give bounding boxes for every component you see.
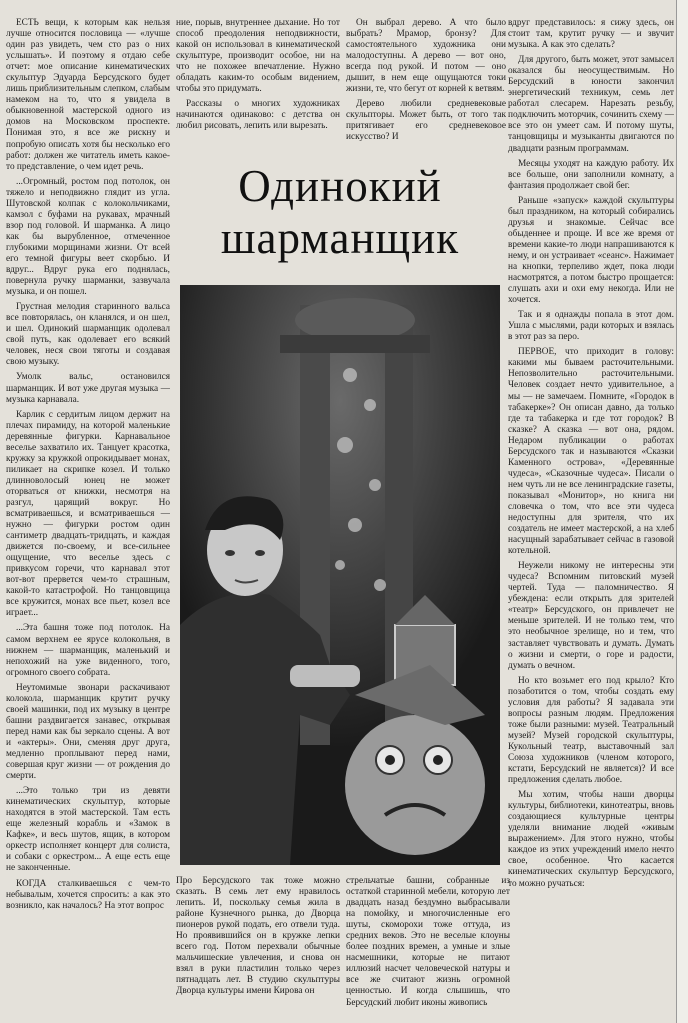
carved-face (345, 715, 485, 855)
article-column-4 (508, 18, 674, 1020)
article-headline (190, 160, 490, 264)
paragraph: КОГДА сталкиваешься с чем-то небывалым, хочется спросить: а как это возникло, как началось? На этот вопрос (6, 878, 170, 911)
paragraph: Для другого, быть может, этот замысел оказался бы неосуществимым. Но Берсудский в юности закончил энергетический техникум, семь лет работал слесарем. Нарезать резьбу, подключить моторчик, сочинить схему — все это он умеет сам. И потому шуты, танцовщицы и музыканты двигаются по двадцати разным программам. (508, 55, 674, 154)
headline-line-2: шарманщик (220, 213, 460, 263)
paragraph: стрельчатые башни, собранные из остаткой старинной мебели, которую лет двадцать назад бездумно выбрасывали на помойку, и многочисленные его шуты, скоморохи тоже оттуда, из средних веков. Это не веселые клоуны более поздних времен, а умные и злые насмешники, которые не питают иллюзий насчет человеческой натуры и все же считают жизнь огромной ценностью. И когда слышишь, что Берсудский любит иконы живопись (346, 876, 510, 1008)
paragraph: Рассказы о многих художниках начинаются одинаково: с детства он любил рисовать, лепить или вырезать. (176, 99, 340, 132)
paragraph: Мы хотим, чтобы наши дворцы культуры, библиотеки, кинотеатры, вновь создающиеся культурные центры уделяли внимание людей «живым выражением». Для этого нужно, чтобы каждое из этих учреждений имело нечто свое, особенное. Что касается кинематических скульптур Берсудского, то можно ручаться: (508, 790, 674, 889)
paragraph: Месяцы уходят на каждую работу. Их все больше, они заполнили комнату, а фантазия продолжает свой бег. (508, 158, 674, 191)
adjacent-page-edge (676, 0, 688, 1023)
paragraph: Он выбрал дерево. А что было выбрать? Мрамор, бронзу? Для самостоятельного художника они малодоступны. А дерево — вот оно, всегда под рукой. И потом — оно дышит, в нем еще ощущаются токи жизни, те, что бегут от корней к ветвям. (346, 18, 506, 95)
paragraph: Так и я однажды попала в этот дом. Ушла с мыслями, ради которых и взялась в этот раз за перо. (508, 310, 674, 343)
paragraph: ПЕРВОЕ, что приходит в голову: какими мы бываем расточительными. Непозволительно расточительными. Человек создает нечто удивительное, а мы — не замечаем. Помните, «Городок в табакерке»? Он описан давно, да только где та табакерка и где тот городок? В сказке? А сказка — вот она, рядом. Недаром публикации о работах Берсудского так и называются «Сказки Каменного острова», «Деревянные чудеса», «Сказочные чудеса». Писали о нем чуть ли не все ленинградские газеты, показывал «Монитор», но книга ни словечка о том, что все эти чудеса недоступны для зрителя, что их создатель не имеет мастерской, а на хлеб насущный зарабатывает сейчас в газовой котельной. (508, 347, 674, 557)
paragraph: ...Эта башня тоже под потолок. На самом верхнем ее ярусе колокольня, в нижнем — шарманщик, маленький и непохожий на уже виденного, того, огромного своего собрата. (6, 623, 170, 678)
headline-line-1: Одинокий (238, 161, 442, 211)
article-photo (180, 285, 500, 865)
article-column-3-bottom (346, 876, 510, 1020)
paragraph: Но кто возьмет его под крыло? Кто позаботится о том, чтобы создать ему условия для работы? Я задавала эти вопросы разным людям. Предложения тоже были разными: музей. Театральный музей? Музей городской скульптуры, Кукольный театр, выставочный зал Союза художников (членом которого, кстати, Берсудский не является)? И все предложения сделать любое. (508, 675, 674, 786)
paragraph: Грустная мелодия старинного вальса все повторялась, он кланялся, и он шел, и шел. Одинокий шарманщик одолевал свой путь, как одолевает его всякий человек, неся свои тяготы и создавая свою музыку. (6, 302, 170, 368)
paragraph: ...Это только три из девяти кинематических скульптур, которые находятся в этой мастерской. Там есть еще железный корабль и «Замок в Кафке», и весь шутов, ящик, в котором оркестр исполняет концерт для солиста, и собаки с оркестром... А еще есть еще не законченные. (6, 786, 170, 874)
paragraph: Про Берсудского так тоже можно сказать. В семь лет ему нравилось лепить. И, поскольку семья жила в районе Кузнечного рынка, до Дворца пионеров рукой подать, его отвели туда. Но проявившийся он в кружке лепки всего год. Потом перехвали обычные мальчишеские увлечения, и снова он взял в руки пластилин только через пятнадцать лет. В студию скульптуры Дворца культуры имени Кирова он (176, 876, 340, 997)
paragraph: вдруг представилось: я сижу здесь, он стоит там, крутит ручку — и звучит музыка. А как это сделать? (508, 18, 674, 51)
paragraph: ние, порыв, внутреннее дыхание. Но тот способ преодоления неподвижности, какой он использовал в кинематической скульптуре, производит особое, ни на что не похожее впечатление. Нужно обладать каким-то особым видением, чтобы это придумать. (176, 18, 340, 95)
article-column-2-top (176, 18, 340, 158)
man-hand (290, 665, 360, 687)
article-column-3-top (346, 18, 506, 158)
paragraph: Умолк вальс, остановился шарманщик. И вот уже другая музыка — музыка карнавала. (6, 372, 170, 405)
photo-illustration (180, 285, 500, 865)
article-column-1 (6, 18, 170, 1018)
paragraph: Дерево любили средневековые скульпторы. Может быть, от того так притягивает его средневековое искусство? И (346, 99, 506, 143)
paragraph: Карлик с сердитым лицом держит на плечах пирамиду, на которой маленькие деревянные фигурки. Карнавальное веселье захватило их. Танцует красотка, кружку за кружкой опрокидывает монах, пиликает на скрипке козел. И только длинноволосый юнец не может оторваться от книжки, несмотря на разгул, царящий вокруг. Но всматриваешься, и всматриваешься — нужно — фигурки ростом один сантиметр двадцать-тридцать, и каждая движется по-своему, и все-сильнее ощущение, что веселье здесь с привкусом горечи, что карнавал этот вот-вот прервется чем-то страшным, какой-то катастрофой. Но танцовщица все кружится, монах все пьет, козел все играет... (6, 409, 170, 619)
article-column-2-bottom (176, 876, 340, 1020)
paragraph: Раньше «запуск» каждой скульптуры был праздником, на который собирались друзья и знакомые. Сейчас все обыденнее и проще. И все же время от времени какие-то люди напрашиваются к нему, и он устраивает «сеанс». Нажимает на кнопки, терпеливо ждет, пока люди насмотрятся, а потом быстро прощается: слушать ахи и охи ему некогда. Или не хочется. (508, 195, 674, 306)
paragraph: ЕСТЬ вещи, к которым как нельзя лучше относится пословица — «лучше один раз увидеть, чем сто раз о них услышать». И поэтому я отдаю себе отчет: мое описание кинематических скульптур Эдуарда Берсудского будет лишь приблизительным слепком, слабым намеком на то, что я увидела в обыкновенной мастерской одного из домов на Московском проспекте. Понимая это, я все же рискну и попробую описать хотя бы несколько его работ: должен же читатель иметь какое-то представление, о чем идет речь. (6, 18, 170, 172)
paragraph: ...Огромный, ростом под потолок, он тяжело и неподвижно глядит из угла. Шутовской колпак с колокольчиками, камзол с буфами на рукавах, мрачный взор под головой. И шарманка. А лицо как бы вырубленное, отмеченное глубокими морщинами жизни. От всей его темной фигуры веет скорбью. И вдруг... Вдруг рука его поднялась, повернула ручку шарманки, зазвучала музыка, и он пошел. (6, 176, 170, 298)
paragraph: Неужели никому не интересны эти чудеса? Вспомним питовский музей чертей. Туда — паломничество. Я убеждена: если открыть для зрителей «театр» Берсудского, он привлечет не меньше зрителей. И не только тем, что это необычное зрелище, но и тем, что заставляет чувствовать и думать. Думать о жизни и смерти, о горе и радости, думать о вечном. (508, 561, 674, 671)
paragraph: Неутомимые звонари раскачивают колокола, шарманщик крутит ручку своей машинки, под их музыку в центре башни раздвигается занавес, открывая перед нами как бы зеркало сцены. А вот и «актеры». Они, сменяя друг друга, медленно проплывают перед нами, совершая круг жизни — от рождения до смерти. (6, 682, 170, 782)
